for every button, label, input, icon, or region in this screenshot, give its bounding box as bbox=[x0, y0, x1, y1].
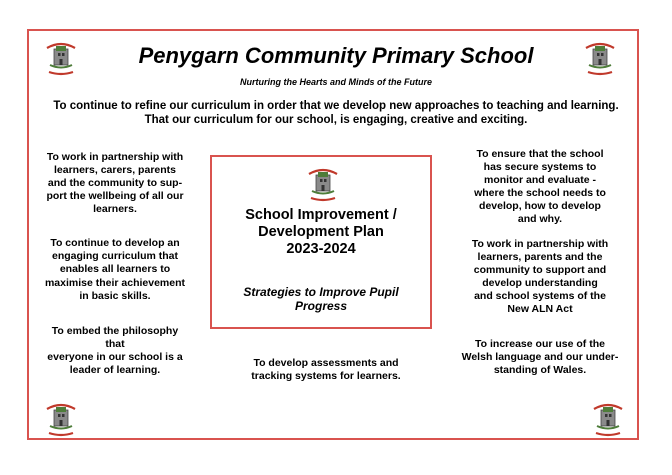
goal-line: To embed the philosophy bbox=[51, 325, 179, 337]
goal-line: learners. bbox=[93, 203, 137, 215]
goal-line: that bbox=[105, 338, 125, 350]
goal-line: community to support and bbox=[473, 264, 607, 276]
goal-line: has secure systems to bbox=[483, 161, 597, 173]
goal-line: Welsh language and our under- bbox=[461, 351, 619, 363]
school-title: Penygarn Community Primary School bbox=[138, 43, 534, 68]
goal-line: engaging curriculum that bbox=[51, 250, 178, 262]
goal-line: enables all learners to bbox=[59, 263, 171, 275]
goal-line: learners, parents and the bbox=[477, 251, 603, 263]
goal-line: To work in partnership with bbox=[471, 238, 609, 250]
school-logo-center bbox=[306, 165, 340, 203]
goal-line: To increase our use of the bbox=[475, 338, 605, 350]
goal-line: port the wellbeing of all our bbox=[46, 190, 184, 202]
goal-basic-skills bbox=[30, 277, 200, 303]
goal-line: monitor and evaluate - bbox=[483, 174, 597, 186]
school-tagline: Nurturing the Hearts and Minds of the Future bbox=[239, 77, 432, 87]
goal-line: learners, carers, parents bbox=[54, 164, 176, 176]
goal-line: and the community to sup- bbox=[47, 177, 183, 189]
plan-title-line: 2023-2024 bbox=[286, 241, 356, 257]
goal-line: To work in partnership with bbox=[46, 151, 184, 163]
goal-line: where the school needs to bbox=[474, 187, 606, 199]
goal-line: To continue to develop an bbox=[50, 237, 180, 249]
goal-line: maximise their achievement bbox=[44, 277, 186, 289]
goal-line: develop, how to develop bbox=[479, 200, 601, 212]
goal-welsh-language bbox=[440, 338, 640, 377]
mission-line: That our curriculum for our school, is engaging, creative and exciting. bbox=[144, 114, 528, 126]
goal-line: New ALN Act bbox=[507, 303, 573, 315]
goal-wellbeing bbox=[30, 151, 200, 216]
mission-statement bbox=[40, 99, 632, 127]
goal-assessments bbox=[226, 357, 426, 383]
school-logo-bottom-left bbox=[44, 400, 78, 438]
school-crest-icon bbox=[306, 165, 340, 203]
plan-title-line: Development Plan bbox=[258, 224, 384, 240]
goal-line: tracking systems for learners. bbox=[251, 370, 401, 382]
goal-line: everyone in our school is a bbox=[47, 351, 183, 363]
goal-aln-act bbox=[450, 238, 630, 316]
school-logo-bottom-right bbox=[591, 400, 625, 438]
school-crest-icon bbox=[591, 400, 625, 438]
mission-line: To continue to refine our curriculum in order that we develop new approaches to teaching and learning. bbox=[53, 100, 619, 112]
plan-title bbox=[212, 207, 430, 258]
goal-line: To ensure that the school bbox=[476, 148, 604, 160]
plan-subtitle bbox=[212, 285, 430, 313]
goal-monitoring bbox=[450, 148, 630, 226]
goal-line: standing of Wales. bbox=[493, 364, 587, 376]
goal-curriculum bbox=[30, 237, 200, 276]
plan-box bbox=[210, 155, 432, 329]
plan-subtitle-line: Progress bbox=[294, 299, 348, 313]
goal-line: in basic skills. bbox=[79, 290, 151, 302]
goal-line: leader of learning. bbox=[69, 364, 161, 376]
goal-line: develop understanding bbox=[482, 277, 598, 289]
school-crest-icon bbox=[44, 400, 78, 438]
goal-line: To develop assessments and bbox=[253, 357, 399, 369]
goal-leader-of-learning bbox=[30, 325, 200, 377]
goal-line: and why. bbox=[517, 213, 563, 225]
goal-line: and school systems of the bbox=[474, 290, 606, 302]
plan-subtitle-line: Strategies to Improve Pupil bbox=[243, 285, 399, 299]
plan-title-line: School Improvement / bbox=[245, 207, 397, 223]
